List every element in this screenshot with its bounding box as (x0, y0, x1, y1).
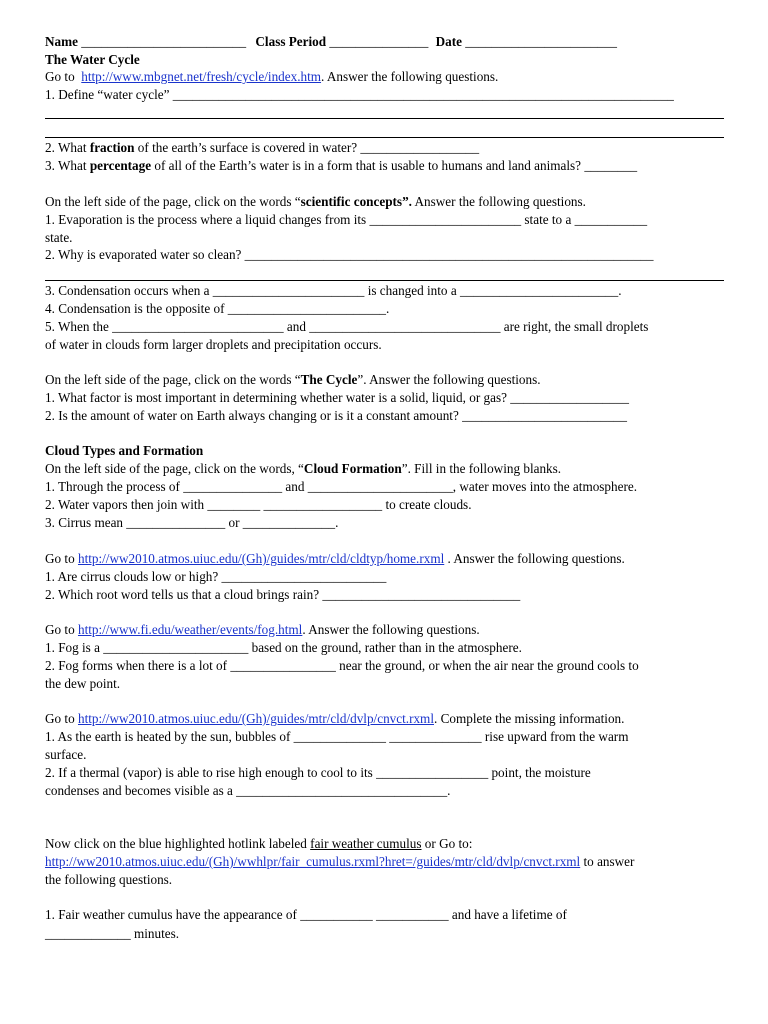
question-thermal-cont: condenses and becomes visible as a ________________________________. (45, 783, 451, 798)
intro-the-cycle: On the left side of the page, click on the words “The Cycle”. Answer the following questions. (45, 372, 541, 387)
intro-cloud-formation: On the left side of the page, click on the words, “Cloud Formation”. Fill in the following blanks. (45, 461, 562, 476)
goto-line-cloud-types: Go to http://ww2010.atmos.uiuc.edu/(Gh)/guides/mtr/cld/cldtyp/home.rxml . Answer the following questions. (45, 551, 625, 566)
question-factor: 1. What factor is most important in determining whether water is a solid, liquid, or gas? __________________ (45, 390, 629, 405)
answer-line[interactable] (45, 137, 724, 138)
question-bubbles: 1. As the earth is heated by the sun, bubbles of ______________ ______________ rise upward from the warm (45, 729, 629, 744)
link-cnvct[interactable]: http://ww2010.atmos.uiuc.edu/(Gh)/guides/mtr/cld/dvlp/cnvct.rxml (77, 711, 434, 726)
question-bubbles-cont: surface. (45, 747, 87, 762)
question-fair-weather-appearance: 1. Fair weather cumulus have the appearance of ___________ ___________ and have a lifetime of (45, 907, 567, 922)
section-title-cloud-types: Cloud Types and Formation (45, 443, 204, 458)
question-when-the-cont: of water in clouds form larger droplets and precipitation occurs. (45, 337, 382, 352)
question-root-word: 2. Which root word tells us that a cloud brings rain? ______________________________ (45, 587, 521, 602)
answer-line[interactable] (45, 118, 724, 119)
link-fair-cumulus[interactable]: http://ww2010.atmos.uiuc.edu/(Gh)/wwhlpr/fair_cumulus.rxml?hret=/guides/mtr/cld/dvlp/cnvct.rxml (45, 854, 581, 869)
link-cldtyp[interactable]: http://ww2010.atmos.uiuc.edu/(Gh)/guides/mtr/cld/cldtyp/home.rxml (77, 551, 445, 566)
class-period-label: Class Period (255, 34, 327, 49)
question-when-the: 5. When the __________________________ and _____________________________ are right, the small droplets (45, 319, 649, 334)
question-water-vapors: 2. Water vapors then join with ________ __________________ to create clouds. (45, 497, 472, 512)
question-through-process: 1. Through the process of _______________ and ______________________, water moves into the atmosphere. (45, 479, 638, 494)
question-evaporated-water: 2. Why is evaporated water so clean? ______________________________________________________________ (45, 247, 654, 262)
goto-line-1: Go to http://www.mbgnet.net/fresh/cycle/index.htm. Answer the following questions. (45, 69, 499, 84)
question-fraction: 2. What fraction of the earth’s surface is covered in water? __________________ (45, 140, 480, 155)
question-condensation-opposite: 4. Condensation is the opposite of ________________________. (45, 301, 390, 316)
question-fog-forms-cont: the dew point. (45, 676, 121, 691)
question-evaporation: 1. Evaporation is the process where a liquid changes from its _______________________ state to a ___________ (45, 212, 648, 227)
question-evaporation-cont: state. (45, 230, 73, 245)
question-fog-forms: 2. Fog forms when there is a lot of ________________ near the ground, or when the air near the ground cools to (45, 658, 639, 673)
question-fog-is: 1. Fog is a ______________________ based on the ground, rather than in the atmosphere. (45, 640, 522, 655)
answer-line[interactable] (45, 280, 724, 281)
question-fair-weather-lifetime: _____________ minutes. (45, 926, 180, 941)
intro-fair-weather: Now click on the blue highlighted hotlink labeled fair weather cumulus or Go to: (45, 836, 473, 851)
link-fog[interactable]: http://www.fi.edu/weather/events/fog.html (77, 622, 303, 637)
link-mbgnet[interactable]: http://www.mbgnet.net/fresh/cycle/index.htm (81, 69, 322, 84)
link-fair-weather-cumulus[interactable]: fair weather cumulus (310, 836, 422, 851)
section-title-water-cycle: The Water Cycle (45, 52, 140, 67)
date-blank[interactable]: _______________________ (465, 34, 617, 49)
class-period-blank[interactable]: _______________ (329, 34, 429, 49)
intro-following-questions: the following questions. (45, 872, 173, 887)
goto-line-cnvct: Go to http://ww2010.atmos.uiuc.edu/(Gh)/guides/mtr/cld/dvlp/cnvct.rxml. Complete the missing information. (45, 711, 625, 726)
question-cirrus-low-high: 1. Are cirrus clouds low or high? _________________________ (45, 569, 387, 584)
intro-scientific-concepts: On the left side of the page, click on the words “scientific concepts”. Answer the following questions. (45, 194, 586, 209)
goto-line-fog: Go to http://www.fi.edu/weather/events/fog.html. Answer the following questions. (45, 622, 480, 637)
header-line (45, 34, 617, 50)
name-blank[interactable]: _________________________ (81, 34, 247, 49)
goto-line-fair-cumulus: http://ww2010.atmos.uiuc.edu/(Gh)/wwhlpr/fair_cumulus.rxml?hret=/guides/mtr/cld/dvlp/cnvct.rxml to answer (45, 854, 635, 869)
question-condensation-occurs: 3. Condensation occurs when a _______________________ is changed into a ________________________. (45, 283, 622, 298)
question-define-water-cycle: 1. Define “water cycle” ____________________________________________________________________________ (45, 87, 674, 102)
date-label: Date (435, 34, 462, 49)
name-label: Name (45, 34, 78, 49)
question-thermal: 2. If a thermal (vapor) is able to rise high enough to cool to its _________________ point, the moisture (45, 765, 591, 780)
question-cirrus-mean: 3. Cirrus mean _______________ or ______________. (45, 515, 339, 530)
question-percentage: 3. What percentage of all of the Earth’s water is in a form that is usable to humans and land animals? ________ (45, 158, 638, 173)
question-amount-of-water: 2. Is the amount of water on Earth always changing or is it a constant amount? _________________________ (45, 408, 627, 423)
